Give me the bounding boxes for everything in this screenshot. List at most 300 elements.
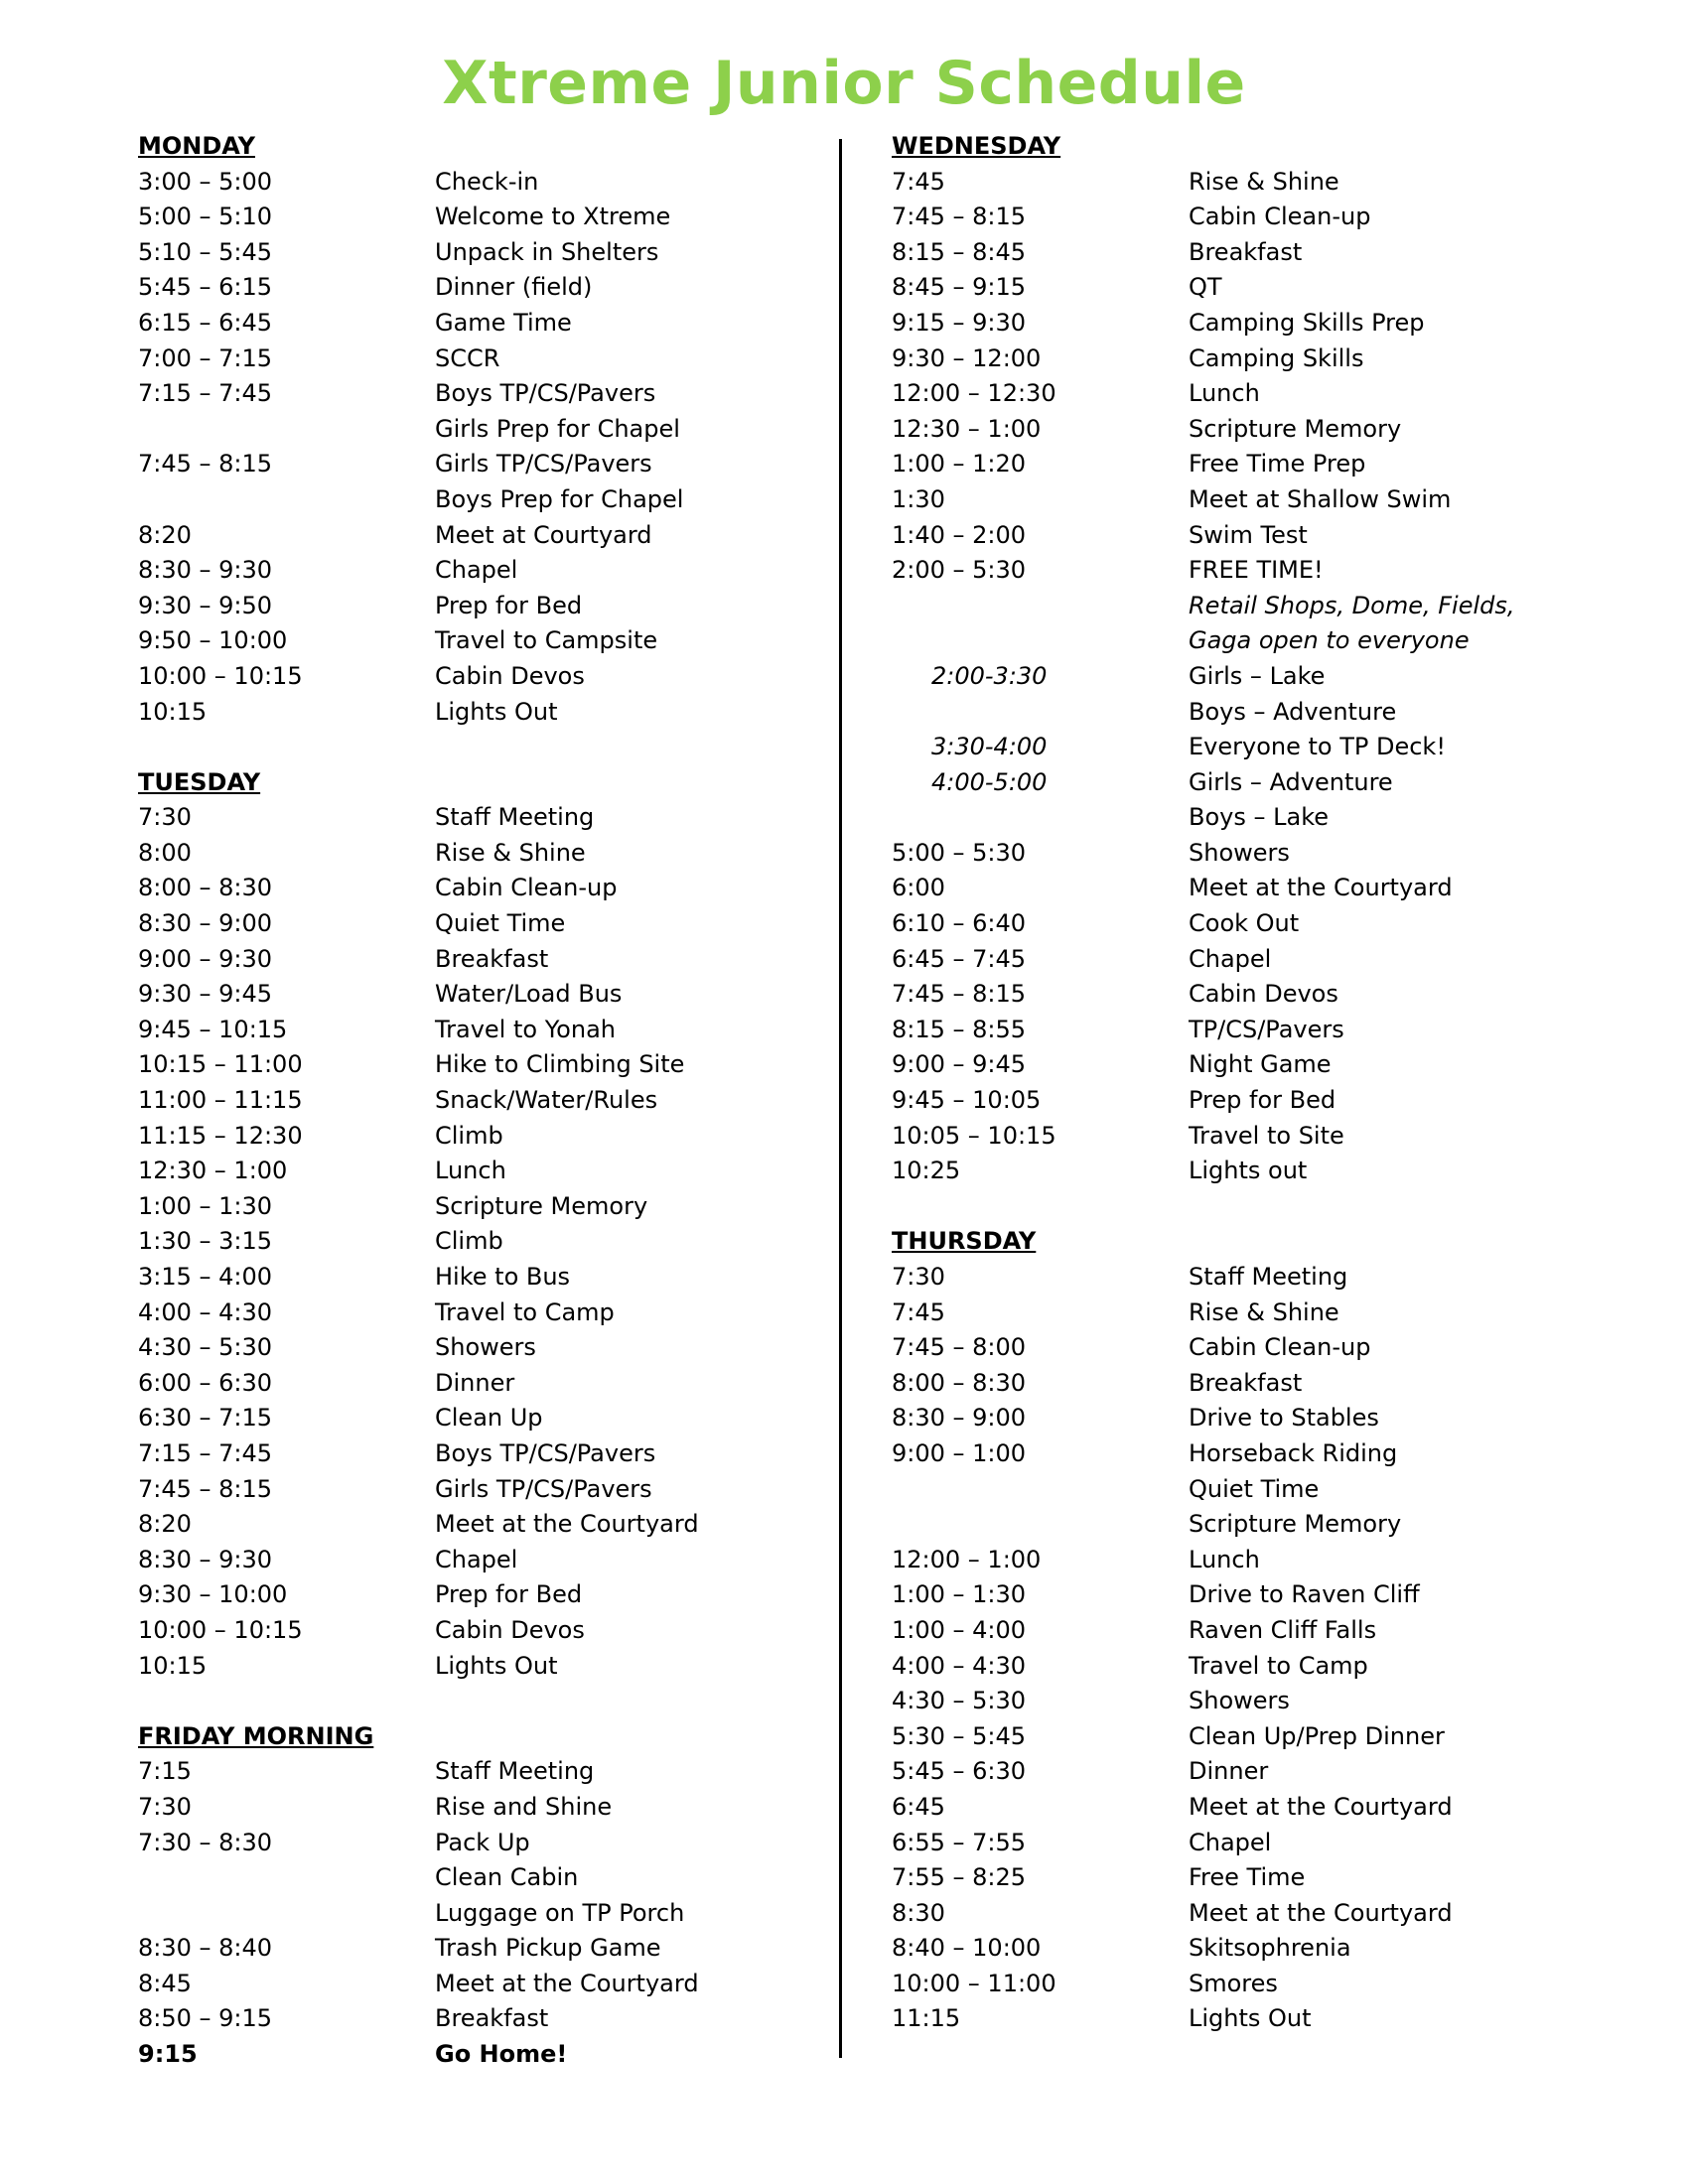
schedule-row	[138, 270, 593, 306]
row-activity: Girls – Adventure	[1189, 767, 1393, 796]
row-time: 8:20	[138, 1510, 192, 1539]
row-time: 12:30 – 1:00	[138, 1157, 288, 1185]
row-activity: Boys – Lake	[1189, 803, 1329, 832]
row-activity: Lunch	[1189, 379, 1260, 408]
schedule-row	[138, 1224, 503, 1260]
row-time: 7:15 – 7:45	[138, 379, 273, 408]
schedule-row	[892, 376, 1260, 412]
row-activity: Boys TP/CS/Pavers	[435, 1438, 656, 1467]
row-activity: Boys – Adventure	[1189, 697, 1397, 726]
row-time: 11:15	[892, 2004, 961, 2033]
row-activity: TP/CS/Pavers	[1189, 1015, 1344, 1043]
row-time: 3:15 – 4:00	[138, 1263, 273, 1291]
schedule-row	[138, 1330, 536, 1366]
row-time: 8:30	[892, 1898, 945, 1927]
row-activity: Quiet Time	[1189, 1474, 1320, 1503]
schedule-row	[138, 1472, 652, 1508]
row-time: 1:00 – 1:30	[892, 1580, 1027, 1609]
schedule-row-sub	[892, 800, 1329, 836]
schedule-row-note	[892, 589, 1515, 624]
row-activity: Raven Cliff Falls	[1189, 1615, 1377, 1644]
schedule-row	[892, 1047, 1332, 1083]
row-activity: Lights Out	[1189, 2004, 1312, 2033]
schedule-row	[892, 977, 1338, 1013]
schedule-row	[892, 1790, 1453, 1826]
row-activity: Hike to Climbing Site	[435, 1050, 685, 1079]
row-time: 9:00 – 1:00	[892, 1438, 1027, 1467]
row-activity: Lights Out	[435, 697, 558, 726]
row-activity: Cabin Devos	[1189, 980, 1338, 1009]
row-activity: Hike to Bus	[435, 1263, 571, 1291]
row-time: 9:30 – 9:50	[138, 591, 273, 619]
row-activity: Showers	[1189, 838, 1290, 867]
row-time: 8:15 – 8:55	[892, 1015, 1027, 1043]
schedule-row	[138, 589, 583, 624]
row-time: 5:30 – 5:45	[892, 1721, 1027, 1750]
row-time: 8:20	[138, 520, 192, 549]
schedule-row	[892, 553, 1324, 589]
schedule-row	[138, 447, 652, 482]
row-time: 1:00 – 1:20	[892, 450, 1027, 478]
row-time: 7:45 – 8:00	[892, 1333, 1027, 1362]
row-time: 10:15 – 11:00	[138, 1050, 303, 1079]
row-activity: Girls Prep for Chapel	[435, 414, 680, 443]
schedule-row	[892, 1684, 1290, 1719]
row-activity: Free Time Prep	[1189, 450, 1366, 478]
schedule-row	[892, 341, 1364, 377]
row-time: 8:45	[138, 1969, 192, 1997]
row-activity: Drive to Raven Cliff	[1189, 1580, 1420, 1609]
schedule-row	[138, 1754, 595, 1790]
row-time: 8:30 – 8:40	[138, 1934, 273, 1963]
row-activity: QT	[1189, 273, 1222, 302]
schedule-row	[138, 1260, 571, 1296]
row-time: 8:30 – 9:30	[138, 1545, 273, 1573]
schedule-row	[138, 1189, 648, 1225]
schedule-row	[892, 1577, 1420, 1613]
row-time: 8:15 – 8:45	[892, 237, 1027, 266]
schedule-row	[138, 1896, 685, 1932]
row-activity: Welcome to Xtreme	[435, 203, 671, 231]
row-time: 7:45 – 8:15	[138, 450, 273, 478]
schedule-row	[138, 1154, 506, 1189]
schedule-row	[138, 1047, 685, 1083]
row-activity: Dinner	[1189, 1757, 1269, 1786]
schedule-row	[892, 412, 1402, 448]
row-activity: Meet at the Courtyard	[1189, 874, 1453, 902]
row-activity: Cabin Clean-up	[1189, 1333, 1371, 1362]
row-activity: Smores	[1189, 1969, 1278, 1997]
schedule-row	[138, 518, 652, 554]
row-activity: Travel to Site	[1189, 1121, 1344, 1150]
row-time: 6:10 – 6:40	[892, 909, 1027, 938]
row-activity: Dinner (field)	[435, 273, 593, 302]
row-activity: SCCR	[435, 343, 500, 372]
row-activity: Rise and Shine	[435, 1792, 613, 1821]
schedule-row	[138, 1577, 583, 1613]
row-time: 7:15	[138, 1757, 192, 1786]
row-time: 5:00 – 5:10	[138, 203, 273, 231]
row-activity: Retail Shops, Dome, Fields,	[1189, 591, 1515, 619]
schedule-row	[138, 1013, 616, 1048]
schedule-row	[892, 235, 1303, 271]
schedule-row	[892, 1613, 1377, 1649]
row-time: 9:30 – 10:00	[138, 1580, 288, 1609]
day-heading-wednesday: WEDNESDAY	[892, 132, 1061, 160]
row-activity: Snack/Water/Rules	[435, 1086, 658, 1115]
schedule-row	[138, 659, 585, 695]
section-thursday	[892, 1224, 1453, 2037]
page-title: Xtreme Junior Schedule	[442, 49, 1246, 118]
row-time: 8:00	[138, 838, 192, 867]
schedule-row	[138, 977, 623, 1013]
row-activity: Gaga open to everyone	[1189, 626, 1470, 655]
row-activity: Swim Test	[1189, 520, 1308, 549]
schedule-row	[892, 1719, 1445, 1755]
row-activity: Girls TP/CS/Pavers	[435, 1474, 652, 1503]
row-time: 7:45 – 8:15	[138, 1474, 273, 1503]
row-activity: Game Time	[435, 308, 572, 337]
row-time: 8:00 – 8:30	[138, 874, 273, 902]
row-time: 8:30 – 9:00	[138, 909, 273, 938]
section-friday-morning	[138, 1719, 699, 2073]
row-time: 8:30 – 9:30	[138, 556, 273, 585]
schedule-row	[138, 871, 618, 906]
row-time: 7:30	[892, 1263, 945, 1291]
row-activity: Staff Meeting	[435, 1757, 595, 1786]
section-monday	[138, 129, 684, 730]
row-activity: Cabin Clean-up	[435, 874, 618, 902]
row-time: 9:50 – 10:00	[138, 626, 288, 655]
row-activity: Cabin Clean-up	[1189, 203, 1371, 231]
row-time: 12:00 – 12:30	[892, 379, 1056, 408]
schedule-row	[892, 1366, 1303, 1402]
schedule-row	[892, 1260, 1348, 1296]
row-time: 1:30 – 3:15	[138, 1227, 273, 1256]
column-divider	[839, 139, 842, 2058]
day-heading-thursday: THURSDAY	[892, 1227, 1037, 1256]
row-time: 9:30 – 9:45	[138, 980, 273, 1009]
schedule-row-note	[892, 623, 1470, 659]
schedule-row	[892, 1154, 1308, 1189]
row-time: 12:30 – 1:00	[892, 414, 1042, 443]
schedule-row	[138, 623, 658, 659]
schedule-row-sub	[892, 659, 1326, 695]
day-heading-friday-morning: FRIDAY MORNING	[138, 1721, 374, 1750]
row-time: 1:00 – 4:00	[892, 1615, 1027, 1644]
row-time: 7:00 – 7:15	[138, 343, 273, 372]
schedule-row	[892, 1330, 1371, 1366]
row-activity: Lunch	[1189, 1545, 1260, 1573]
row-time: 7:30	[138, 803, 192, 832]
row-activity: Lights out	[1189, 1157, 1308, 1185]
row-activity: Clean Up	[435, 1404, 543, 1433]
row-time: 10:00 – 10:15	[138, 661, 303, 690]
schedule-row	[138, 1543, 518, 1578]
row-time: 10:25	[892, 1157, 961, 1185]
row-activity: Cabin Devos	[435, 661, 585, 690]
row-time: 10:05 – 10:15	[892, 1121, 1056, 1150]
row-activity: Chapel	[435, 556, 518, 585]
day-heading-tuesday: TUESDAY	[138, 767, 261, 796]
schedule-row-sub	[892, 765, 1393, 801]
row-time: 5:45 – 6:15	[138, 273, 273, 302]
row-time: 4:00 – 4:30	[138, 1297, 273, 1326]
schedule-row	[138, 1083, 658, 1119]
schedule-row	[892, 1754, 1269, 1790]
row-time: 6:45 – 7:45	[892, 944, 1027, 973]
schedule-row-go-home	[138, 2037, 568, 2073]
schedule-row	[892, 306, 1425, 341]
row-activity: Meet at the Courtyard	[1189, 1792, 1453, 1821]
row-activity: Prep for Bed	[435, 591, 583, 619]
schedule-row	[892, 1296, 1339, 1331]
schedule-row	[138, 1931, 661, 1967]
schedule-row	[892, 1472, 1320, 1508]
row-time: 7:55 – 8:25	[892, 1863, 1027, 1892]
row-activity: Check-in	[435, 167, 539, 196]
row-activity: Camping Skills	[1189, 343, 1364, 372]
row-activity: Climb	[435, 1227, 503, 1256]
schedule-row	[138, 412, 680, 448]
row-activity: Breakfast	[435, 2004, 549, 2033]
row-activity: Boys Prep for Chapel	[435, 484, 684, 513]
row-time: 7:45	[892, 167, 945, 196]
row-time: 7:45	[892, 1297, 945, 1326]
schedule-row	[892, 200, 1371, 235]
right-column	[892, 129, 1515, 2037]
row-activity: Prep for Bed	[1189, 1086, 1336, 1115]
schedule-row	[892, 906, 1300, 942]
schedule-row	[892, 1507, 1402, 1543]
row-activity: Clean Up/Prep Dinner	[1189, 1721, 1445, 1750]
row-activity: Cook Out	[1189, 909, 1300, 938]
row-activity: Rise & Shine	[1189, 1297, 1339, 1326]
row-activity: Chapel	[1189, 1828, 1272, 1856]
row-activity: Meet at Shallow Swim	[1189, 484, 1452, 513]
schedule-row	[892, 1436, 1398, 1472]
row-activity: FREE TIME!	[1189, 556, 1324, 585]
schedule-row	[892, 942, 1272, 978]
row-time: 10:00 – 10:15	[138, 1615, 303, 1644]
row-activity: Scripture Memory	[1189, 414, 1402, 443]
row-time: 6:30 – 7:15	[138, 1404, 273, 1433]
row-time: 4:30 – 5:30	[892, 1687, 1027, 1715]
schedule-row	[892, 1401, 1379, 1436]
schedule-row	[138, 1296, 615, 1331]
row-activity: Rise & Shine	[1189, 167, 1339, 196]
row-activity: Night Game	[1189, 1050, 1332, 1079]
left-column	[138, 129, 699, 2073]
row-activity: Water/Load Bus	[435, 980, 623, 1009]
row-time: 8:30 – 9:00	[892, 1404, 1027, 1433]
schedule-row	[892, 1967, 1278, 2002]
row-time: 8:45 – 9:15	[892, 273, 1027, 302]
schedule-row	[892, 1896, 1453, 1932]
row-activity: Prep for Bed	[435, 1580, 583, 1609]
row-activity: Skitsophrenia	[1189, 1934, 1351, 1963]
row-activity: Girls – Lake	[1189, 661, 1326, 690]
schedule-row	[892, 165, 1339, 201]
row-time: 9:15 – 9:30	[892, 308, 1027, 337]
schedule-row	[138, 553, 518, 589]
row-time: 10:00 – 11:00	[892, 1969, 1056, 1997]
row-time: 1:00 – 1:30	[138, 1191, 273, 1220]
row-time: 10:15	[138, 697, 208, 726]
row-activity: Lunch	[435, 1157, 506, 1185]
schedule-row	[138, 165, 539, 201]
row-activity: Showers	[435, 1333, 536, 1362]
row-activity: Meet at the Courtyard	[435, 1510, 699, 1539]
row-activity: Travel to Camp	[435, 1297, 615, 1326]
row-time: 7:45 – 8:15	[892, 980, 1027, 1009]
day-heading-monday: MONDAY	[138, 132, 255, 160]
schedule-row	[138, 306, 572, 341]
row-time: 12:00 – 1:00	[892, 1545, 1042, 1573]
row-time: 4:00-5:00	[931, 767, 1048, 796]
row-activity: Travel to Camp	[1189, 1651, 1368, 1680]
schedule-row	[138, 942, 549, 978]
schedule-row	[892, 1013, 1344, 1048]
row-time: 8:00 – 8:30	[892, 1368, 1027, 1397]
row-time: 1:30	[892, 484, 945, 513]
schedule-row	[892, 2001, 1312, 2037]
row-time: 9:45 – 10:05	[892, 1086, 1042, 1115]
row-activity: Luggage on TP Porch	[435, 1898, 685, 1927]
schedule-row	[138, 1826, 530, 1861]
row-activity: Unpack in Shelters	[435, 237, 659, 266]
row-activity: Chapel	[1189, 944, 1272, 973]
row-time: 3:30-4:00	[931, 733, 1048, 761]
row-activity: Breakfast	[1189, 237, 1303, 266]
row-time: 6:15 – 6:45	[138, 308, 273, 337]
schedule-row	[138, 2001, 549, 2037]
schedule-row	[892, 270, 1222, 306]
row-time: 4:00 – 4:30	[892, 1651, 1027, 1680]
row-time: 5:00 – 5:30	[892, 838, 1027, 867]
row-time: 11:15 – 12:30	[138, 1121, 303, 1150]
schedule-row	[892, 871, 1453, 906]
schedule-row	[138, 200, 671, 235]
row-activity: Chapel	[435, 1545, 518, 1573]
row-activity: Trash Pickup Game	[435, 1934, 661, 1963]
schedule-row-sub	[892, 695, 1397, 731]
row-time: 4:30 – 5:30	[138, 1333, 273, 1362]
schedule-row	[138, 376, 656, 412]
section-tuesday	[138, 765, 699, 1684]
row-time: 9:45 – 10:15	[138, 1015, 288, 1043]
row-activity: Dinner	[435, 1368, 515, 1397]
row-time: 8:40 – 10:00	[892, 1934, 1042, 1963]
row-activity: Staff Meeting	[435, 803, 595, 832]
schedule-row	[138, 1119, 503, 1155]
row-time: 5:10 – 5:45	[138, 237, 273, 266]
schedule-row	[138, 906, 566, 942]
schedule-row	[138, 482, 684, 518]
row-activity: Quiet Time	[435, 909, 566, 938]
row-activity: Lights Out	[435, 1651, 558, 1680]
schedule-row	[138, 1790, 613, 1826]
schedule-row	[138, 1366, 515, 1402]
row-time: 9:00 – 9:30	[138, 944, 273, 973]
row-activity: Travel to Campsite	[435, 626, 658, 655]
schedule-row	[138, 695, 558, 731]
schedule-row	[892, 1931, 1351, 1967]
row-activity: Camping Skills Prep	[1189, 308, 1425, 337]
row-activity: Boys TP/CS/Pavers	[435, 379, 656, 408]
schedule-row	[138, 1507, 699, 1543]
row-time: 7:15 – 7:45	[138, 1438, 273, 1467]
schedule-row	[138, 800, 595, 836]
schedule-row	[892, 1083, 1336, 1119]
row-activity: Scripture Memory	[1189, 1510, 1402, 1539]
row-activity: Breakfast	[435, 944, 549, 973]
schedule-row	[138, 1613, 585, 1649]
row-time: 8:50 – 9:15	[138, 2004, 273, 2033]
row-time: 3:00 – 5:00	[138, 167, 273, 196]
row-activity: Go Home!	[435, 2040, 568, 2069]
row-time: 9:00 – 9:45	[892, 1050, 1027, 1079]
schedule-row	[892, 518, 1308, 554]
schedule-row	[138, 1401, 543, 1436]
row-activity: Everyone to TP Deck!	[1189, 733, 1446, 761]
row-time: 6:55 – 7:55	[892, 1828, 1027, 1856]
row-time: 10:15	[138, 1651, 208, 1680]
row-activity: Climb	[435, 1121, 503, 1150]
row-time: 6:00 – 6:30	[138, 1368, 273, 1397]
schedule-row	[138, 341, 500, 377]
schedule-row	[892, 482, 1452, 518]
schedule-row	[138, 235, 659, 271]
row-activity: Scripture Memory	[435, 1191, 648, 1220]
row-activity: Drive to Stables	[1189, 1404, 1379, 1433]
schedule-row	[138, 1860, 579, 1896]
row-time: 1:40 – 2:00	[892, 520, 1027, 549]
schedule-row	[138, 836, 586, 872]
row-activity: Clean Cabin	[435, 1863, 579, 1892]
row-activity: Staff Meeting	[1189, 1263, 1348, 1291]
row-time: 11:00 – 11:15	[138, 1086, 303, 1115]
row-time: 7:30 – 8:30	[138, 1828, 273, 1856]
schedule-row	[138, 1967, 699, 2002]
row-activity: Free Time	[1189, 1863, 1306, 1892]
row-activity: Cabin Devos	[435, 1615, 585, 1644]
row-activity: Rise & Shine	[435, 838, 586, 867]
row-activity: Girls TP/CS/Pavers	[435, 450, 652, 478]
schedule-row	[892, 1543, 1260, 1578]
row-time: 7:30	[138, 1792, 192, 1821]
row-time: 9:30 – 12:00	[892, 343, 1042, 372]
schedule-row	[138, 1649, 558, 1685]
row-time: 9:15	[138, 2040, 198, 2069]
schedule-row	[892, 1119, 1344, 1155]
schedule-row-sub	[892, 730, 1446, 765]
schedule-row	[892, 836, 1290, 872]
schedule-row	[892, 447, 1366, 482]
row-time: 5:45 – 6:30	[892, 1757, 1027, 1786]
schedule-row	[892, 1649, 1368, 1685]
row-activity: Meet at the Courtyard	[435, 1969, 699, 1997]
schedule-row	[138, 1436, 656, 1472]
row-time: 7:45 – 8:15	[892, 203, 1027, 231]
schedule-row	[892, 1860, 1306, 1896]
row-time: 2:00-3:30	[931, 661, 1048, 690]
row-time: 6:00	[892, 874, 945, 902]
row-activity: Pack Up	[435, 1828, 530, 1856]
row-activity: Horseback Riding	[1189, 1438, 1398, 1467]
row-activity: Breakfast	[1189, 1368, 1303, 1397]
section-wednesday	[892, 129, 1515, 1189]
